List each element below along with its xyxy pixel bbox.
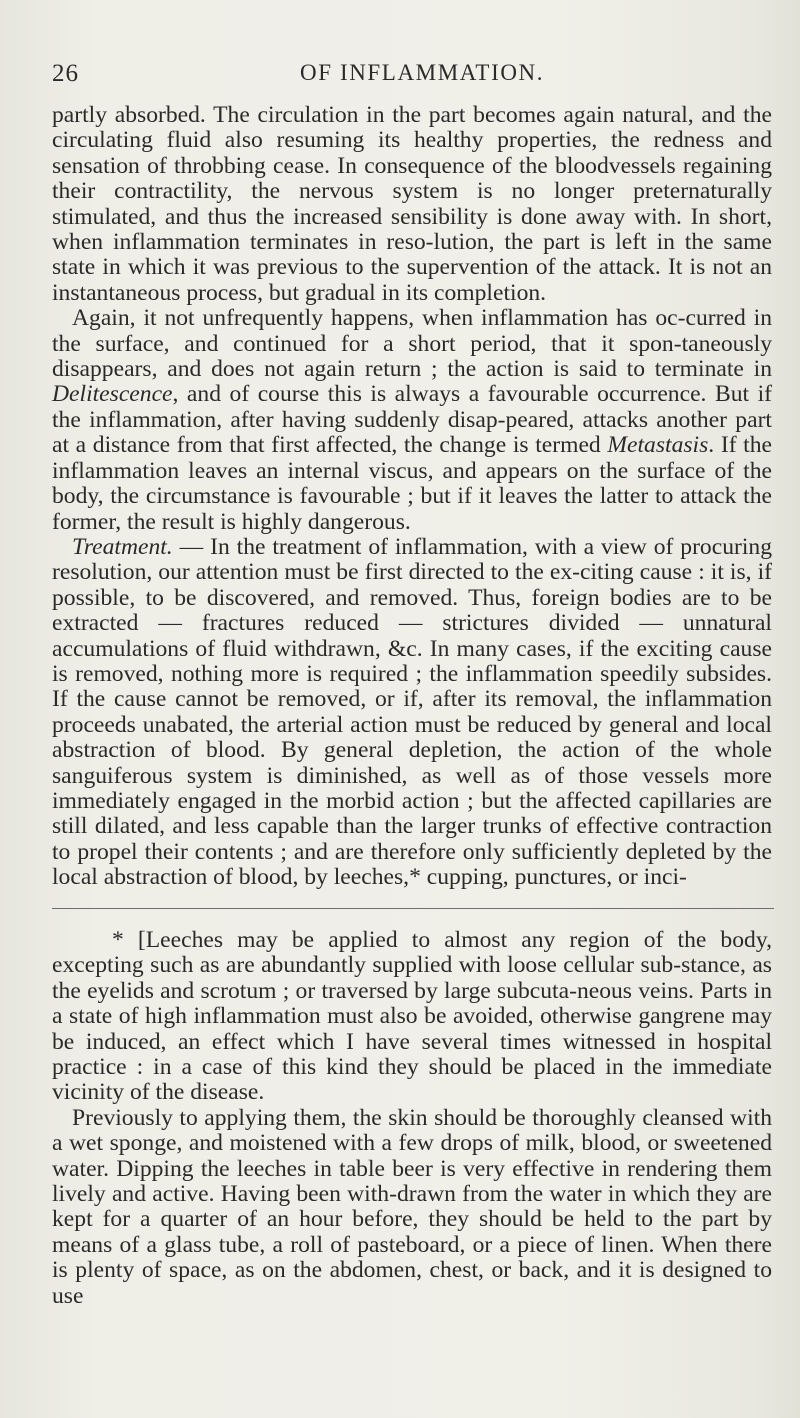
running-head: OF INFLAMMATION.	[300, 60, 545, 85]
term-delitescence: Delitescence	[52, 381, 173, 408]
paragraph-delitescence-text-1: Again, it not unfrequently happens, when inflammation has oc-curred in the surface, and continued for a short period, that it spon-taneously disappears, and does not again return ; the action is said to terminate in	[52, 305, 772, 383]
footnote-paragraph-leeches: * [Leeches may be applied to almost any region of the body, excepting such as are abundantly supplied with loose cellular sub-stance, as the eyelids and scrotum ; or traversed by large subcuta-neous veins. Parts in a state of high inflammation must also be avoided, otherwise gangrene may be induced, an effect which I have several times witnessed in hospital practice : in a case of this kind they should be placed in the immediate vicinity of the disease.	[52, 927, 772, 1106]
paragraph-treatment	[52, 535, 772, 891]
paragraph-resolution: partly absorbed. The circulation in the part becomes again natural, and the circulating fluid also resuming its healthy properties, the redness and sensation of throbbing cease. In consequence of the bloodvessels regaining their contractility, the nervous system is no longer preternaturally stimulated, and thus the increased sensibility is done away with. In short, when inflammation terminates in reso-lution, the part is left in the same state in which it was previous to the supervention of the attack. It is not an instantaneous process, but gradual in its completion.	[52, 102, 772, 306]
paragraph-delitescence-text-3: . If the inflammation leaves an internal viscus, and appears on the surface of the body, the circumstance is favourable ; but if it leaves the latter to attack the former, the result is highly dangerous.	[52, 432, 773, 535]
paragraph-treatment-text: — In the treatment of inflammation, with a view of procuring resolution, our attention must be first directed to the ex-citing cause : it is, if possible, to be discovered, and removed. Thus, foreign bodies are to be extracted — fractures reduced — strictures divided — unnatural accumulations of fluid withdrawn, &c. In many cases, if the exciting cause is removed, nothing more is required ; the inflammation speedily subsides. If the cause cannot be removed, or if, after its removal, the inflammation proceeds unabated, the arterial action must be reduced by general and local abstraction of blood. By general depletion, the action of the whole sanguiferous system is diminished, as well as of those vessels more immediately engaged in the morbid action ; but the affected capillaries are still dilated, and less capable than the larger trunks of effective contraction to propel their contents ; and are therefore only sufficiently depleted by the local abstraction of blood, by leeches,* cupping, punctures, or inci-	[52, 533, 772, 891]
footnote-divider	[52, 908, 774, 909]
main-text	[52, 103, 772, 891]
page-header	[52, 60, 748, 92]
footnote	[52, 928, 772, 1309]
paragraph-delitescence-text-2: , and of course this is always a favourable occurrence. But if the inflammation, after having suddenly disap-peared, attacks another part at a distance from that first affected, the change is termed	[52, 381, 772, 459]
paragraph-delitescence	[52, 306, 772, 535]
term-metastasis: Metastasis	[607, 432, 709, 459]
page-number: 26	[52, 60, 79, 87]
footnote-paragraph-applying: Previously to applying them, the skin should be thoroughly cleansed with a wet sponge, and moistened with a few drops of milk, blood, or sweetened water. Dipping the leeches in table beer is very effective in rendering them lively and active. Having been with-drawn from the water in which they are kept for a quarter of an hour before, they should be held to the part by means of a glass tube, a roll of pasteboard, or a piece of linen. When there is plenty of space, as on the abdomen, chest, or back, and it is designed to use	[52, 1104, 772, 1309]
section-heading-treatment: Treatment.	[72, 533, 173, 560]
